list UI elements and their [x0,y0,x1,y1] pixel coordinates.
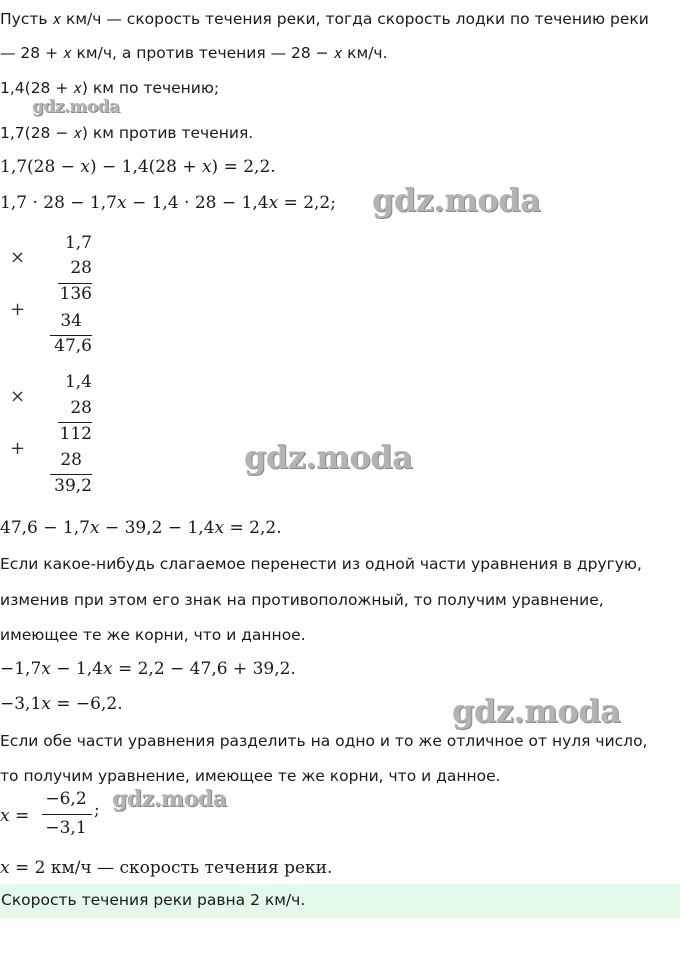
plus-sign: + [10,438,26,459]
equation-2: 1,7 · 28 − 1,7𝑥 − 1,4 · 28 − 1,4𝑥 = 2,2; [0,193,336,213]
factor-b: 28 [70,398,92,418]
partial-product-1: 136 [59,284,92,304]
text-line-2: — 28 + 𝑥 км/ч, а против течения — 28 − 𝑥 км/ч. [0,44,388,62]
fraction-numerator: −6,2 [45,789,87,809]
equation-4: −1,7𝑥 − 1,4𝑥 = 2,2 − 47,6 + 39,2. [0,659,296,679]
answer-box [0,884,680,918]
text-line-14: то получим уравнение, имеющее те же корни, что и данное. [0,767,501,785]
text-line-4: 1,7(28 − 𝑥) км против течения. [0,124,254,142]
watermark-logo: gdz.moda [452,692,621,730]
equation-3: 47,6 − 1,7𝑥 − 39,2 − 1,4𝑥 = 2,2. [0,518,282,538]
watermark-logo: gdz.moda [112,786,227,812]
equation-5: −3,1𝑥 = −6,2. [0,694,123,714]
text-line-1: Пусть 𝑥 км/ч — скорость течения реки, тогда скорость лодки по течению реки [0,10,649,28]
fraction-lhs: 𝑥 = [0,806,30,826]
fraction-denominator: −3,1 [45,818,87,838]
text-line-8: Если какое-нибудь слагаемое перенести из одной части уравнения в другую, [0,555,642,573]
partial-product-1: 112 [59,424,92,444]
partial-product-2: 34 [60,311,82,331]
times-sign: × [10,247,26,268]
watermark-logo: gdz.moda [244,438,413,476]
fraction-semicolon: ; [94,800,100,820]
text-line-13: Если обе части уравнения разделить на одно и то же отличное от нуля число, [0,732,648,750]
equation-1: 1,7(28 − 𝑥) − 1,4(28 + 𝑥) = 2,2. [0,157,276,177]
watermark-logo: gdz.moda [372,181,541,219]
factor-a: 1,7 [64,233,92,253]
partial-product-2: 28 [60,450,82,470]
text-line-9: изменив при этом его знак на противоположный, то получим уравнение, [0,591,604,609]
result-line: 𝑥 = 2 км/ч — скорость течения реки. [0,858,333,878]
times-sign: × [10,386,26,407]
plus-sign: + [10,299,26,320]
text-line-10: имеющее те же корни, что и данное. [0,626,306,644]
text-line-3: 1,4(28 + 𝑥) км по течению; [0,79,220,97]
product-result: 39,2 [54,476,92,496]
line [58,422,92,423]
product-result: 47,6 [54,336,92,356]
answer-text: Скорость течения реки равна 2 км/ч. [1,891,306,909]
fraction-line [42,814,92,815]
factor-b: 28 [70,258,92,278]
line [50,474,92,475]
factor-a: 1,4 [64,372,92,392]
watermark-logo: gdz.moda [32,97,120,117]
